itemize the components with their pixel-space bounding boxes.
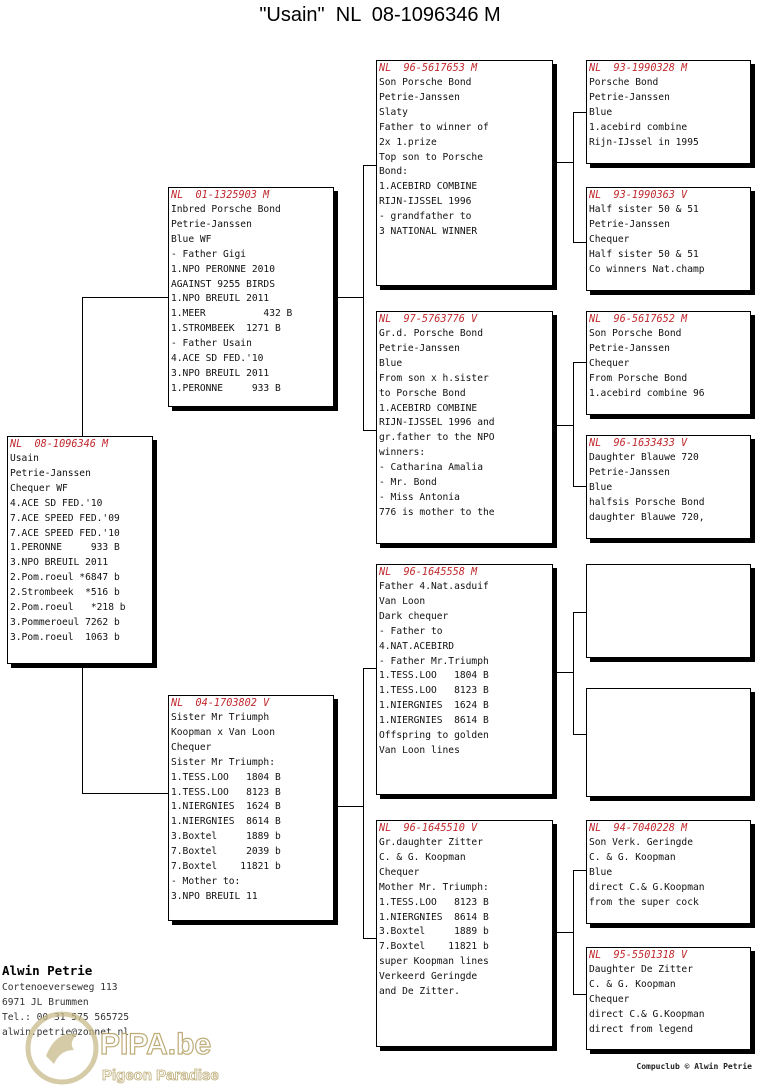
pigeon-info-line: Petrie-Janssen	[171, 218, 252, 230]
pigeon-info-line: Petrie-Janssen	[589, 218, 670, 230]
pigeon-card-sire-sire	[376, 60, 553, 286]
pigeon-info-line: winners:	[379, 447, 426, 459]
pigeon-info-line: 3.Pom.roeul 1063 b	[10, 631, 120, 643]
pigeon-info-line: Van Loon lines	[379, 744, 460, 756]
ring-number: NL 96-5617653 M	[379, 63, 478, 74]
pigeon-info-line: from the super cock	[589, 896, 699, 908]
pigeon-info-line: - Mother to:	[171, 875, 241, 887]
ring-number: NL 93-1990363 V	[589, 190, 688, 201]
pigeon-info-line: Petrie-Janssen	[10, 467, 91, 479]
pigeon-info-line: Gr.d. Porsche Bond	[379, 328, 483, 339]
pigeon-info-line: 1.NIERGNIES 1624 B	[171, 801, 281, 813]
pigeon-card-dam	[168, 695, 334, 921]
pigeon-info-line: Offspring to golden	[379, 730, 489, 742]
pigeon-info-line: Van Loon	[379, 595, 426, 607]
ring-number: NL 97-5763776 V	[379, 314, 478, 325]
pigeon-info-line: Chequer WF	[10, 482, 68, 494]
watermark-brand: PIPA.be	[100, 1028, 212, 1061]
connector-line	[573, 734, 586, 735]
pigeon-info-line: RIJN-IJSSEL 1996 and	[379, 417, 495, 429]
credit-text: Compuclub © Alwin Petrie	[636, 1062, 752, 1071]
connector-line	[334, 806, 363, 807]
pigeon-info-line: - Father Mr.Triumph	[379, 655, 489, 667]
pigeon-info-line: 1.TESS.LOO 1804 B	[379, 670, 489, 682]
owner-phone: Tel.: 00 31 575 565725	[2, 1012, 130, 1023]
owner-name: Alwin Petrie	[2, 963, 93, 978]
pigeon-info-line: Mother Mr. Triumph:	[379, 881, 489, 893]
pigeon-info-line: Koopman x Van Loon	[171, 726, 275, 738]
pigeon-info-line: 3.Pommeroeul 7262 b	[10, 616, 120, 628]
pigeon-info-line: 7.Boxtel 11821 b	[171, 861, 281, 873]
connector-line	[363, 668, 376, 669]
pigeon-card-sdd	[586, 435, 751, 539]
pigeon-info-line: - grandfather to	[379, 211, 472, 223]
page-title: "Usain" NL 08-1096346 M	[259, 4, 501, 26]
connector-line	[573, 112, 574, 243]
pigeon-info-line: Petrie-Janssen	[379, 91, 460, 103]
pigeon-info-line: 1.TESS.LOO 1804 B	[171, 771, 281, 783]
pigeon-info-line: direct C.& G.Koopman	[589, 1008, 705, 1020]
pigeon-info-line: Usain	[10, 453, 39, 464]
pigeon-card-sire-dam	[376, 311, 553, 544]
pigeon-info-line: AGAINST 9255 BIRDS	[171, 278, 275, 290]
pigeon-info-line: 776 is mother to the	[379, 506, 495, 518]
pigeon-info-line: 1.TESS.LOO 8123 B	[171, 786, 281, 798]
pigeon-info-line: From Porsche Bond	[589, 372, 688, 384]
pigeon-info-line: Son Verk. Geringde	[589, 837, 693, 848]
ring-number: NL 01-1325903 M	[171, 190, 270, 201]
pigeon-info-line: Petrie-Janssen	[589, 91, 670, 103]
pigeon-info-line: C. & G. Koopman	[589, 851, 676, 863]
pigeon-info-line: Co winners Nat.champ	[589, 263, 705, 275]
pigeon-info-line: Blue	[589, 866, 613, 878]
pigeon-info-line: 1.NIERGNIES 8614 B	[379, 715, 489, 727]
pigeon-info-line: Gr.daughter Zitter	[379, 837, 483, 848]
pigeon-info-line: 1.STROMBEEK 1271 B	[171, 323, 281, 335]
pigeon-info-line: 1.NPO BREUIL 2011	[171, 293, 270, 305]
pigeon-info-line: 1.NPO PERONNE 2010	[171, 263, 275, 275]
connector-line	[573, 112, 586, 113]
pigeon-info-line: Chequer	[589, 233, 630, 245]
pigeon-info-line: 1.acebird combine	[589, 121, 688, 133]
connector-line	[363, 165, 376, 166]
pigeon-info-line: Father 4.Nat.asduif	[379, 581, 489, 592]
ring-number: NL 94-7040228 M	[589, 823, 688, 834]
pigeon-card-sss	[586, 60, 751, 164]
pigeon-info-line: 1.TESS.LOO 8123 B	[379, 896, 489, 908]
pigeon-info-line: - Catharina Amalia	[379, 462, 483, 474]
pigeon-info-line: Blue	[589, 106, 613, 118]
pigeon-info-line: 7.ACE SPEED FED.'10	[10, 527, 120, 539]
pigeon-info-line: Chequer	[589, 993, 630, 1005]
pigeon-card-subject	[7, 436, 153, 664]
ring-number: NL 96-5617652 M	[589, 314, 688, 325]
connector-line	[573, 870, 586, 871]
pigeon-info-line: Daughter De Zitter	[589, 964, 693, 975]
pigeon-info-line: - Father Gigi	[171, 248, 247, 260]
pigeon-info-line: direct from legend	[589, 1023, 693, 1035]
connector-line	[363, 430, 376, 431]
pigeon-info-line: 3 NATIONAL WINNER	[379, 226, 478, 238]
watermark-tagline: Pigeon Paradise	[102, 1067, 219, 1084]
ring-number: NL 96-1645510 V	[379, 823, 478, 834]
pigeon-info-line: C. & G. Koopman	[589, 978, 676, 990]
pigeon-info-line: - Mr. Bond	[379, 477, 437, 489]
pigeon-info-line: 4.ACE SD FED.'10	[10, 497, 103, 509]
pigeon-info-line: 2.Strombeek *516 b	[10, 587, 120, 599]
pigeon-info-line: 7.ACE SPEED FED.'09	[10, 512, 120, 524]
pigeon-info-line: direct C.& G.Koopman	[589, 881, 705, 893]
connector-line	[363, 165, 364, 431]
pigeon-info-line: - Miss Antonia	[379, 491, 460, 503]
pigeon-info-line: super Koopman lines	[379, 956, 489, 968]
connector-line	[82, 660, 83, 793]
ring-number: NL 08-1096346 M	[10, 439, 109, 450]
pigeon-info-line: halfsis Porsche Bond	[589, 496, 705, 508]
connector-line	[573, 870, 574, 995]
pigeon-info-line: Chequer	[171, 741, 212, 753]
pigeon-info-line: 1.NIERGNIES 8614 B	[379, 911, 489, 923]
pigeon-card-sire	[168, 187, 334, 407]
pigeon-info-line: 1.NIERGNIES 8614 B	[171, 816, 281, 828]
connector-line	[573, 486, 586, 487]
ring-number: NL 04-1703802 V	[171, 698, 270, 709]
pigeon-info-line: Petrie-Janssen	[379, 342, 460, 354]
pigeon-info-line: 3.NPO BREUIL 2011	[10, 557, 109, 569]
pigeon-info-line: gr.father to the NPO	[379, 432, 495, 444]
pigeon-info-line: Chequer	[379, 866, 420, 878]
pigeon-info-line: 4.NAT.ACEBIRD	[379, 640, 455, 652]
pigeon-card-dsd	[586, 688, 751, 797]
ring-number: NL 93-1990328 M	[589, 63, 688, 74]
pigeon-info-line: Petrie-Janssen	[589, 342, 670, 354]
pigeon-info-line: 2x 1.prize	[379, 136, 437, 148]
pigeon-info-line: Son Porsche Bond	[589, 328, 682, 339]
connector-line	[573, 612, 574, 735]
pigeon-info-line: From son x h.sister	[379, 372, 489, 384]
pigeon-card-ssd	[586, 187, 751, 291]
connector-line	[573, 362, 574, 487]
connector-line	[363, 668, 364, 938]
pigeon-info-line: 7.Boxtel 11821 b	[379, 941, 489, 953]
pigeon-info-line: 3.NPO BREUIL 2011	[171, 367, 270, 379]
pigeon-info-line: 1.MEER 432 B	[171, 308, 293, 320]
pigeon-card-dam-dam	[376, 820, 553, 1047]
pigeon-info-line: C. & G. Koopman	[379, 851, 466, 863]
pigeon-info-line: Dark chequer	[379, 610, 449, 622]
pigeon-info-line: Sister Mr Triumph	[171, 712, 270, 723]
pigeon-info-line: Son Porsche Bond	[379, 77, 472, 88]
pigeon-card-dam-sire	[376, 564, 553, 795]
connector-line	[363, 938, 376, 939]
pigeon-info-line: 2.Pom.roeul *6847 b	[10, 572, 120, 584]
pigeon-info-line: 4.ACE SD FED.'10	[171, 353, 264, 365]
pigeon-info-line: Sister Mr Triumph:	[171, 756, 275, 768]
pigeon-info-line: Blue WF	[171, 233, 212, 245]
connector-line	[82, 793, 168, 794]
pigeon-info-line: Slaty	[379, 106, 408, 118]
pigeon-info-line: Top son to Porsche	[379, 151, 483, 163]
pigeon-info-line: Inbred Porsche Bond	[171, 204, 281, 215]
pigeon-info-line: daughter Blauwe 720,	[589, 511, 705, 523]
ring-number: NL 95-5501318 V	[589, 950, 688, 961]
connector-line	[553, 932, 573, 933]
owner-address-line: Cortenoeverseweg 113	[2, 982, 118, 993]
pigeon-info-line: 2.Pom.roeul *218 b	[10, 602, 126, 614]
connector-line	[82, 297, 83, 439]
connector-line	[553, 672, 573, 673]
connector-line	[573, 994, 586, 995]
pigeon-card-ddd	[586, 947, 751, 1050]
connector-line	[553, 162, 573, 163]
pigeon-info-line: Father to winner of	[379, 121, 489, 133]
pipa-watermark-logo	[22, 1000, 222, 1086]
connector-line	[573, 362, 586, 363]
owner-address-line: 6971 JL Brummen	[2, 997, 89, 1008]
pigeon-info-line: RIJN-IJSSEL 1996	[379, 196, 472, 208]
pigeon-info-line: Bond:	[379, 166, 408, 178]
ring-number: NL 96-1645558 M	[379, 567, 478, 578]
pigeon-info-line: to Porsche Bond	[379, 387, 466, 399]
pigeon-info-line: - Father to	[379, 625, 443, 637]
pigeon-info-line: 1.TESS.LOO 8123 B	[379, 685, 489, 697]
pigeon-info-line: Half sister 50 & 51	[589, 248, 699, 260]
pigeon-info-line: Porsche Bond	[589, 77, 659, 88]
pigeon-info-line: 1.acebird combine 96	[589, 387, 705, 399]
connector-line	[334, 297, 363, 298]
pigeon-info-line: 1.NIERGNIES 1624 B	[379, 700, 489, 712]
pigeon-info-line: Verkeerd Geringde	[379, 971, 478, 983]
pigeon-info-line: Petrie-Janssen	[589, 466, 670, 478]
ring-number: NL 96-1633433 V	[589, 438, 688, 449]
pigeon-info-line: Daughter Blauwe 720	[589, 452, 699, 463]
connector-line	[573, 242, 586, 243]
pigeon-info-line: 7.Boxtel 2039 b	[171, 846, 281, 858]
pigeon-card-dds	[586, 820, 751, 924]
pigeon-info-line: 3.Boxtel 1889 b	[171, 831, 281, 843]
pigeon-info-line: Half sister 50 & 51	[589, 204, 699, 215]
connector-line	[573, 612, 586, 613]
pigeon-info-line: Chequer	[589, 357, 630, 369]
pigeon-info-line: Blue	[589, 481, 613, 493]
pigeon-info-line: 1.PERONNE 933 B	[171, 382, 281, 394]
owner-email: alwin.petrie@zonnet.nl	[2, 1027, 130, 1038]
pigeon-info-line: and De Zitter.	[379, 986, 460, 998]
pigeon-info-line: 3.Boxtel 1889 b	[379, 926, 489, 938]
pigeon-info-line: 1.PERONNE 933 B	[10, 542, 120, 554]
pigeon-info-line: 1.ACEBIRD COMBINE	[379, 181, 478, 193]
connector-line	[553, 425, 573, 426]
connector-line	[82, 297, 168, 298]
pigeon-info-line: - Father Usain	[171, 338, 252, 350]
pigeon-info-line: Rijn-IJssel in 1995	[589, 136, 699, 148]
pigeon-card-sds	[586, 311, 751, 415]
pigeon-info-line: Blue	[379, 357, 403, 369]
pigeon-info-line: 1.ACEBIRD COMBINE	[379, 402, 478, 414]
pigeon-info-line: 3.NPO BREUIL 11	[171, 890, 258, 902]
pigeon-card-dss	[586, 564, 751, 658]
